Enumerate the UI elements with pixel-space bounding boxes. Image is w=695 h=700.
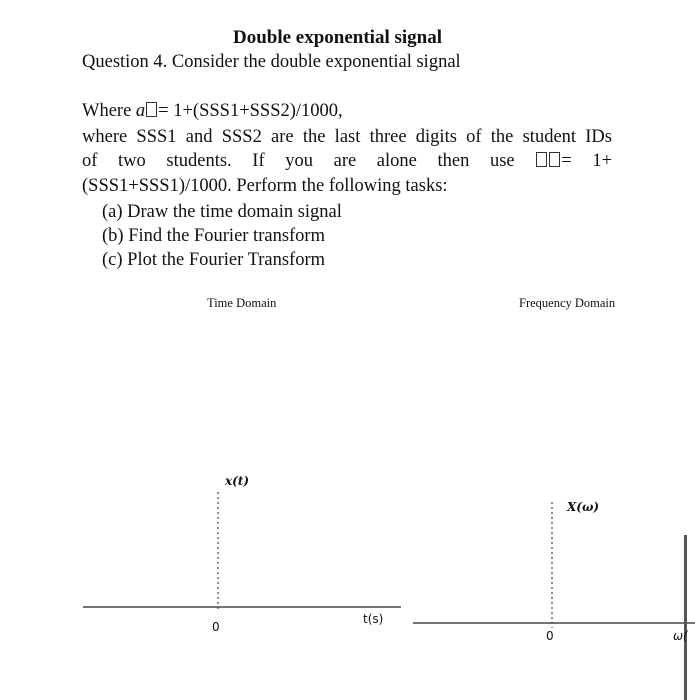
description-line-1: where SSS1 and SSS2 are the last three digits of the student IDs (82, 127, 612, 147)
where-formula: = 1+(SSS1+SSS2)/1000, (158, 101, 343, 121)
freq-x-label: ω( (673, 629, 688, 643)
task-a: (a) Draw the time domain signal (102, 202, 342, 222)
description-line-2-text: of two students. If you are alone then use (82, 151, 515, 171)
time-x-label: t(s) (363, 612, 384, 626)
document-title: Double exponential signal (232, 27, 443, 48)
where-variable: a (135, 101, 146, 121)
where-prefix: Where (82, 101, 136, 121)
description-line-2-formula: = 1+ (561, 151, 613, 171)
freq-y-label: X(ω) (567, 500, 600, 514)
question-heading: Question 4. Consider the double exponential signal (82, 52, 461, 72)
time-y-label: x(t) (225, 474, 250, 488)
task-c: (c) Plot the Fourier Transform (102, 250, 326, 270)
description-line-3: (SSS1+SSS1)/1000. Perform the following tasks: (82, 176, 448, 196)
frequency-domain-title: Frequency Domain (519, 296, 616, 310)
time-origin-label: 0 (212, 620, 220, 634)
freq-origin-label: 0 (546, 629, 554, 643)
right-edge-bar (684, 535, 687, 700)
time-domain-title: Time Domain (207, 296, 277, 310)
task-b: (b) Find the Fourier transform (102, 226, 325, 246)
